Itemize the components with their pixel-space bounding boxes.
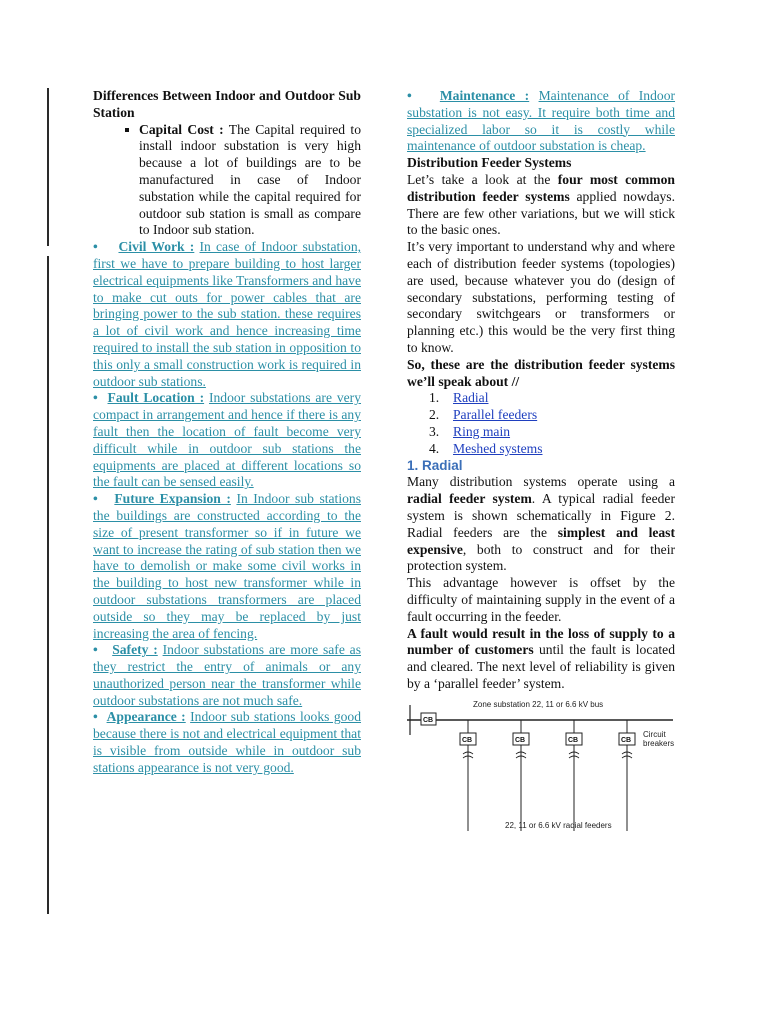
feeder-2 [513,720,529,831]
section-title: Differences Between Indoor and Outdoor Sub Station [93,88,361,120]
point-label: Safety : [112,642,158,658]
point-text: Indoor sub stations looks good because there is not and electrical equipment that is visible from outside while in outdoor sub stations appearance is not very good. [93,709,362,775]
radial-text-end: , both to construct and for their protection system. [407,541,675,574]
feeder-1 [460,720,476,831]
feeder-cb-label: CB [515,736,526,744]
link-ring-main[interactable]: Ring main [453,423,511,439]
list-item [429,407,675,424]
fault-text: until the fault is located and cleared. The next level of reliability is given by a ‘parallel feeder’ system. [407,642,675,691]
advantage-paragraph: This advantage however is offset by the difficulty of maintaining supply in the event of a fault occurring in the feeder. [407,575,675,624]
point-label: Appearance : [106,709,186,725]
point-label: Maintenance : [439,88,530,103]
capital-cost-label: Capital Cost : [139,121,224,137]
point-appearance [93,709,361,776]
intro-text: Let’s take a look at the [407,171,551,187]
capital-cost-list [93,122,361,240]
radial-heading: 1. Radial [407,457,463,473]
capital-cost-item [139,122,361,240]
radial-text-mid: . A typical radial feeder system is shown schematically in Figure 2. Radial feeders are the [407,491,675,540]
feeder-cb-label: CB [621,736,632,744]
intro-bold: four most common distribution feeder systems [407,171,675,204]
list-number: 3. [429,423,440,439]
radial-paragraph [407,474,675,575]
bullet-icon: • [93,239,98,255]
capital-cost-text: The Capital required to install indoor substation is very high because a lot of buildings are to be manufactured in case of Indoor substation while the capital required for outdoor sub station is small as compare to Indoor sub station. [139,121,362,238]
feeder-4 [619,720,635,831]
intro-paragraph [407,172,675,239]
feeder-3 [566,720,582,831]
list-item [429,441,675,458]
point-maintenance [407,88,675,155]
list-number: 2. [429,407,440,423]
feeder-title: Distribution Feeder Systems [407,155,572,171]
bullet-icon: • [93,390,98,406]
square-bullet-icon [125,122,139,240]
fault-bold: A fault would result in the loss of supply to a number of customers [407,625,675,658]
bullet-icon: • [93,709,98,725]
list-item [429,424,675,441]
point-label: Future Expansion : [114,491,231,507]
point-safety [93,642,361,709]
feeders-label: 22, 11 or 6.6 kV radial feeders [505,820,612,830]
radial-feeder-diagram [407,697,675,835]
bus-label: Zone substation 22, 11 or 6.6 kV bus [473,699,604,709]
point-label: Fault Location : [107,390,205,406]
radial-bold-2: simplest and least expensive [407,524,676,557]
point-label: Civil Work : [118,239,195,255]
importance-paragraph: It’s very important to understand why and where each of distribution feeder systems (topologies) are used, because whatever you do (design of secondary substations, performing testing of secondary switchgears or transformers or planning etc.) this would be the very first thing to know. [407,239,675,355]
link-radial[interactable]: Radial [453,390,489,406]
bullet-icon: • [93,642,98,658]
point-future-expansion [93,491,361,642]
point-text: Indoor substations are more safe as they restrict the entry of animals or any unauthorized person near the transformer while outdoor substations are not much safe. [93,642,361,708]
bullet-icon: • [407,88,412,103]
list-item [429,390,675,407]
supply-cb-label: CB [423,716,434,724]
point-civil-work [93,239,361,390]
point-text: Maintenance of Indoor substation is not easy. It require both time and specialized labor so it is costly while maintenance of outdoor substation is cheap. [407,88,676,154]
point-text: Indoor substations are very compact in arrangement and hence if there is any fault then the location of fault become very difficult while in outdoor sub stations the equipments are placed at different locations so the fault can be sensed easily. [93,390,362,490]
point-fault-location [93,390,361,491]
feeder-list [407,390,675,457]
link-meshed-systems[interactable]: Meshed systems [453,440,543,456]
left-column [93,88,361,777]
intro-text-end: applied nowdays. There are few other variations, but we will stick to the basic ones. [407,188,675,238]
list-number: 4. [429,440,440,456]
feeder-cb-label: CB [568,736,579,744]
list-number: 1. [429,390,440,406]
margin-bar-bottom [47,256,49,914]
breakers-label-1: Circuit [643,729,666,739]
margin-bar-top [47,88,49,246]
bullet-icon: • [93,491,98,507]
breakers-label-2: breakers [643,738,675,748]
point-text: In case of Indoor substation, first we have to prepare building to host larger electrical equipments like Transformers and have to make cut outs for power cables that are bringing power to the sub station. these requires a lot of civil work and hence increasing time required to install the sub station in opposition to this only a small construction work is required in outdoor sub stations. [93,239,362,389]
feeder-cb-label: CB [462,736,473,744]
radial-text: Many distribution systems operate using a [407,474,675,490]
right-column [407,88,675,835]
link-parallel-feeders[interactable]: Parallel feeders [453,407,538,423]
point-text: In Indoor sub stations the buildings are constructed according to the size of present transformer so if in future we want to increase the rating of sub station then we have to demolish or make some civil works in the building to host new transformer while in outdoor substations transformers are placed outside so they may be replaced by just increasing the area of fencing. [93,491,361,641]
so-line: So, these are the distribution feeder systems we’ll speak about // [407,356,675,389]
radial-bold: radial feeder system [407,491,532,507]
fault-paragraph [407,626,675,693]
